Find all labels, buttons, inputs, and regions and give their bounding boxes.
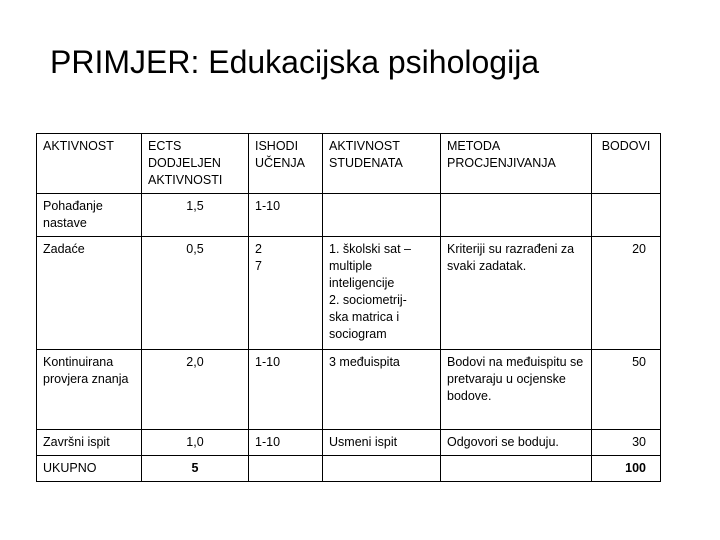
table-header-row: [37, 134, 661, 194]
table-cell: Bodovi na međuispitu se pretvaraju u ocjenske bodove.: [441, 350, 592, 430]
header-cell-aktivnost-studenata: AKTIVNOST STUDENATA: [323, 134, 441, 194]
table-cell: [441, 456, 592, 482]
table-cell: Pohađanje nastave: [37, 194, 142, 237]
header-cell-metoda: METODA PROCJENJIVANJA: [441, 134, 592, 194]
table-row: [37, 194, 661, 237]
header-cell-aktivnost: AKTIVNOST: [37, 134, 142, 194]
table-cell: Završni ispit: [37, 430, 142, 456]
table-cell: 2 7: [249, 237, 323, 350]
table-cell: 0,5: [142, 237, 249, 350]
table-cell: Kontinuirana provjera znanja: [37, 350, 142, 430]
table-row: [37, 430, 661, 456]
table-cell: UKUPNO: [37, 456, 142, 482]
header-cell-bodovi: BODOVI: [592, 134, 661, 194]
table-cell: [249, 456, 323, 482]
table-cell: Usmeni ispit: [323, 430, 441, 456]
activity-table: [36, 133, 661, 482]
table-cell: Odgovori se boduju.: [441, 430, 592, 456]
table-cell: 1-10: [249, 194, 323, 237]
table-cell: 1-10: [249, 350, 323, 430]
table-cell: 1,0: [142, 430, 249, 456]
table-cell: [323, 456, 441, 482]
table-cell: 5: [142, 456, 249, 482]
slide-title: PRIMJER: Edukacijska psihologija: [50, 44, 540, 80]
table-row: [37, 237, 661, 350]
table-cell: 3 međuispita: [323, 350, 441, 430]
table-cell: Kriteriji su razrađeni za svaki zadatak.: [441, 237, 592, 350]
table-cell: [592, 194, 661, 237]
table-cell: [441, 194, 592, 237]
table-row: [37, 350, 661, 430]
table-cell: 20: [592, 237, 661, 350]
table-cell: 1. školski sat – multiple inteligencije 2. sociometrij- ska matrica i sociogram: [323, 237, 441, 350]
table-cell: 50: [592, 350, 661, 430]
table-row-total: [37, 456, 661, 482]
table-cell: [323, 194, 441, 237]
table-cell: 1,5: [142, 194, 249, 237]
header-cell-ishodi: ISHODI UČENJA: [249, 134, 323, 194]
table-cell: Zadaće: [37, 237, 142, 350]
header-cell-ects: ECTS DODJELJEN AKTIVNOSTI: [142, 134, 249, 194]
table-cell: 2,0: [142, 350, 249, 430]
table-cell: 1-10: [249, 430, 323, 456]
table-cell: 100: [592, 456, 661, 482]
table-cell: 30: [592, 430, 661, 456]
